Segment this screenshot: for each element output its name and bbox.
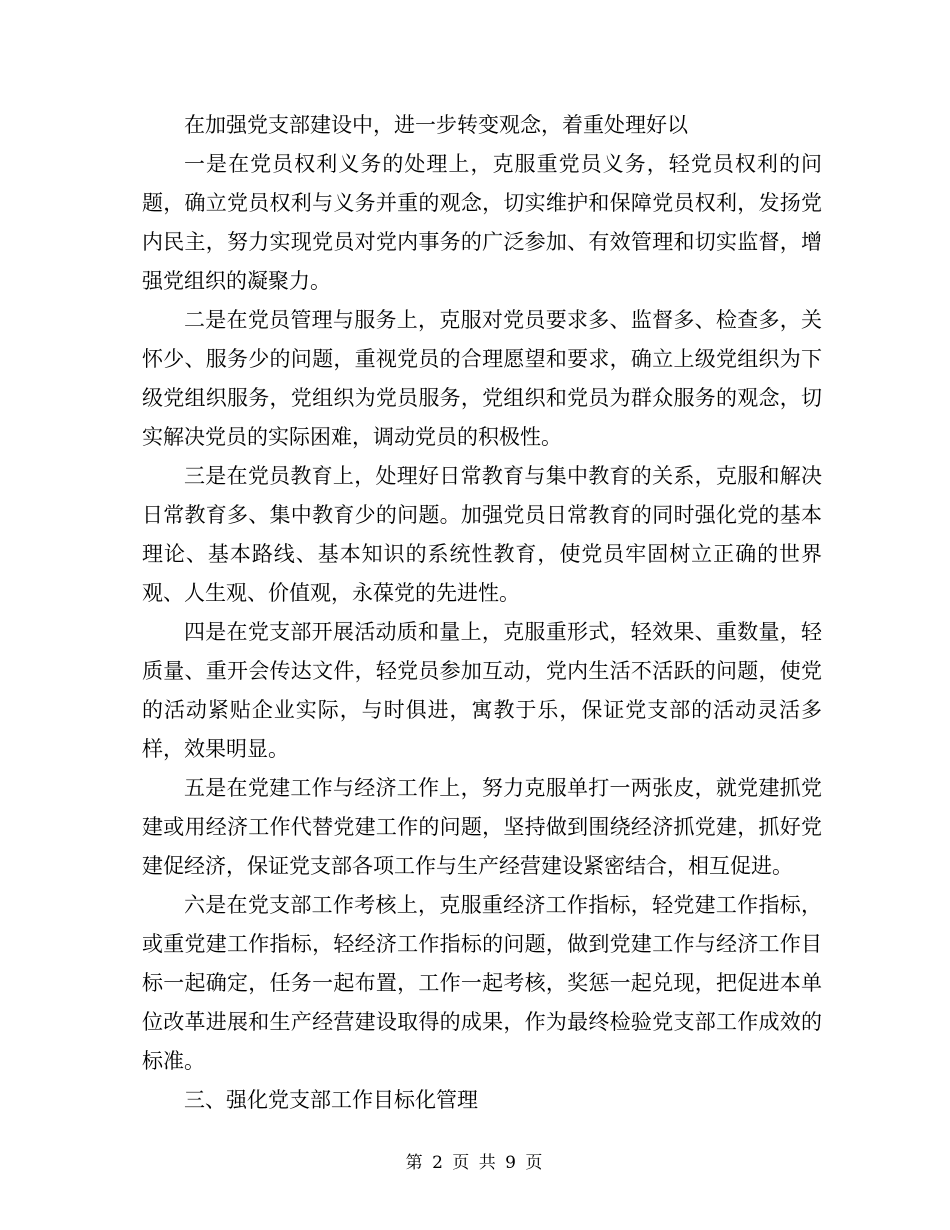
page-number-footer: 第 2 页 共 9 页 <box>405 1153 545 1173</box>
paragraph-item-6: 六是在党支部工作考核上，克服重经济工作指标，轻党建工作指标，或重党建工作指标，轻经济工作指标的问题，做到党建工作与经济工作目标一起确定，任务一起布置，工作一起考核，奖惩一起兑现，把促进本单位改革进展和生产经营建设取得的成果，作为最终检验党支部工作成效的标准。 <box>142 893 822 1073</box>
paragraph-item-3: 三是在党员教育上，处理好日常教育与集中教育的关系，克服和解决日常教育多、集中教育少的问题。加强党员日常教育的同时强化党的基本理论、基本路线、基本知识的系统性教育，使党员牢固树立正确的世界观、人生观、价值观，永葆党的先进性。 <box>142 464 822 605</box>
paragraph-item-4: 四是在党支部开展活动质和量上，克服重形式，轻效果、重数量，轻质量、重开会传达文件，轻党员参加互动，党内生活不活跃的问题，使党的活动紧贴企业实际，与时俱进，寓教于乐，保证党支部的活动灵活多样，效果明显。 <box>142 620 822 761</box>
section-heading: 三、强化党支部工作目标化管理 <box>184 1088 478 1112</box>
paragraph-item-1: 一是在党员权利义务的处理上，克服重党员义务，轻党员权利的问题，确立党员权利与义务并重的观念，切实维护和保障党员权利，发扬党内民主，努力实现党员对党内事务的广泛参加、有效管理和切实监督，增强党组织的凝聚力。 <box>142 152 822 293</box>
document-body <box>142 106 822 1120</box>
paragraph-intro: 在加强党支部建设中，进一步转变观念，着重处理好以 <box>184 113 688 137</box>
paragraph-item-5: 五是在党建工作与经济工作上，努力克服单打一两张皮，就党建抓党建或用经济工作代替党建工作的问题，坚持做到围绕经济抓党建，抓好党建促经济，保证党支部各项工作与生产经营建设紧密结合，相互促进。 <box>142 776 822 878</box>
paragraph-item-2: 二是在党员管理与服务上，克服对党员要求多、监督多、检查多，关怀少、服务少的问题，重视党员的合理愿望和要求，确立上级党组织为下级党组织服务，党组织为党员服务，党组织和党员为群众服务的观念，切实解决党员的实际困难，调动党员的积极性。 <box>142 308 822 449</box>
